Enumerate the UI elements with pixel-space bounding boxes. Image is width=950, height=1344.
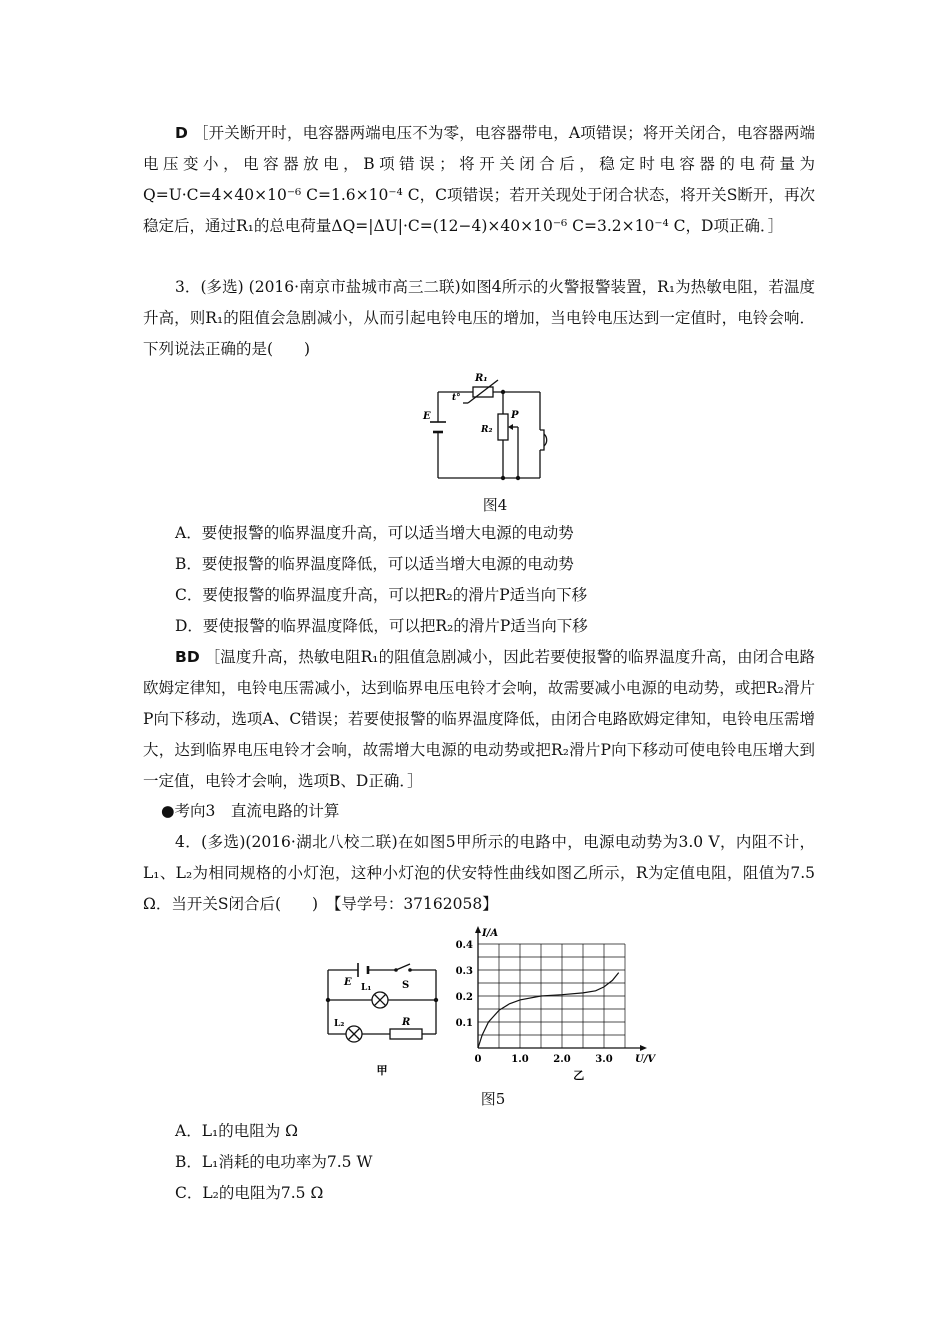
q3-option-b: B．要使报警的临界温度降低，可以适当增大电源的电动势 [175,555,574,573]
label-e: E [344,977,352,988]
answer-2-tag: D [175,124,188,142]
x-axis-arrow [640,1045,647,1051]
chart-title: 乙 [573,1069,585,1081]
x-tick-label: 0 [474,1054,482,1065]
q3-option-a: A．要使报警的临界温度升高，可以适当增大电源的电动势 [175,524,574,542]
section-heading: ●考向3 直流电路的计算 [161,802,340,820]
y-tick-label: 0.4 [455,940,473,951]
y-tick-label: 0.2 [455,992,473,1003]
answer-2-explanation [143,118,815,242]
x-tick-label: 3.0 [595,1054,613,1065]
figure-5-circuit [318,958,448,1076]
chart-xlabel: U/V [635,1054,656,1065]
q3-option-c: C．要使报警的临界温度升高，可以把R₂的滑片P适当向下移 [175,586,588,604]
answer-3-explanation [143,642,815,797]
y-axis-arrow [475,926,481,933]
iv-curve-chart [452,926,662,1081]
question-4-stem: 4．(多选)(2016·湖北八校二联)在如图5甲所示的电路中，电源电动势为3.0 V，内阻不计，L₁、L₂为相同规格的小灯泡，这种小灯泡的伏安特性曲线如图乙所示，R为定值电阻，阻值为7.5 Ω．当开关S闭合后( ) 【导学号：37162058】 [143,833,815,913]
answer-3-text: ［温度升高，热敏电阻R₁的阻值急剧减小，因此若要使报警的临界温度升高，由闭合电路欧姆定律知，电铃电压需减小，达到临界电压电铃才会响，故需要减小电源的电动势，或把R₂滑片P向下移动，选项A、C错误；若要使报警的临界温度降低，由闭合电路欧姆定律知，电铃电压需增大，达到临界电压电铃才会响，故需增大电源的电动势或把R₂滑片P向下移动可使电铃电压增大到一定值，电铃才会响，选项B、D正确．］ [143,648,816,790]
label-r1: R₁ [475,373,488,384]
q4-option-c: C．L₂的电阻为7.5 Ω [175,1184,324,1202]
label-r2: R₂ [481,425,493,435]
label-e: E [423,411,431,422]
label-jia: 甲 [376,1064,388,1076]
x-tick-label: 1.0 [511,1054,529,1065]
figure-4-circuit [418,370,568,486]
label-t: t° [452,393,461,403]
answer-2-text: ［开关断开时，电容器两端电压不为零，电容器带电，A项错误；将开关闭合，电容器两端电压变小，电容器放电，B项错误；将开关闭合后，稳定时电容器的电荷量为Q=U·C=4×40×10⁻⁶ C=1.6×10⁻⁴ C，C项错误；若开关现处于闭合状态，将开关S断开，再次稳定后，通过R₁的总电荷量ΔQ=|ΔU|·C=(12−4)×40×10⁻⁶ C=3.2×10⁻⁴ C，D项正确．］ [143,124,815,235]
figure-5-caption: 图5 [480,1090,506,1108]
question-3-stem: 3．(多选) (2016·南京市盐城市高三二联)如图4所示的火警报警装置，R₁为热敏电阻，若温度升高，则R₁的阻值会急剧减小，从而引起电铃电压的增加，当电铃电压达到一定值时，电铃会响．下列说法正确的是( ) [143,278,815,358]
figure-4-caption: 图4 [482,496,508,514]
answer-3-tag: BD [175,648,200,666]
q4-option-b: B．L₁消耗的电功率为7.5 W [175,1153,373,1171]
q3-option-d: D．要使报警的临界温度降低，可以把R₂的滑片P适当向下移 [175,617,588,635]
label-l1: L₁ [361,983,372,993]
x-tick-label: 2.0 [553,1054,571,1065]
label-p: P [511,410,519,421]
chart-ylabel: I/A [482,928,499,939]
y-tick-label: 0.1 [455,1018,473,1029]
label-s: S [402,980,410,991]
y-tick-label: 0.3 [455,966,473,977]
q4-option-a: A．L₁的电阻为 Ω [175,1122,298,1140]
label-r: R [402,1017,411,1028]
label-l2: L₂ [334,1019,345,1029]
